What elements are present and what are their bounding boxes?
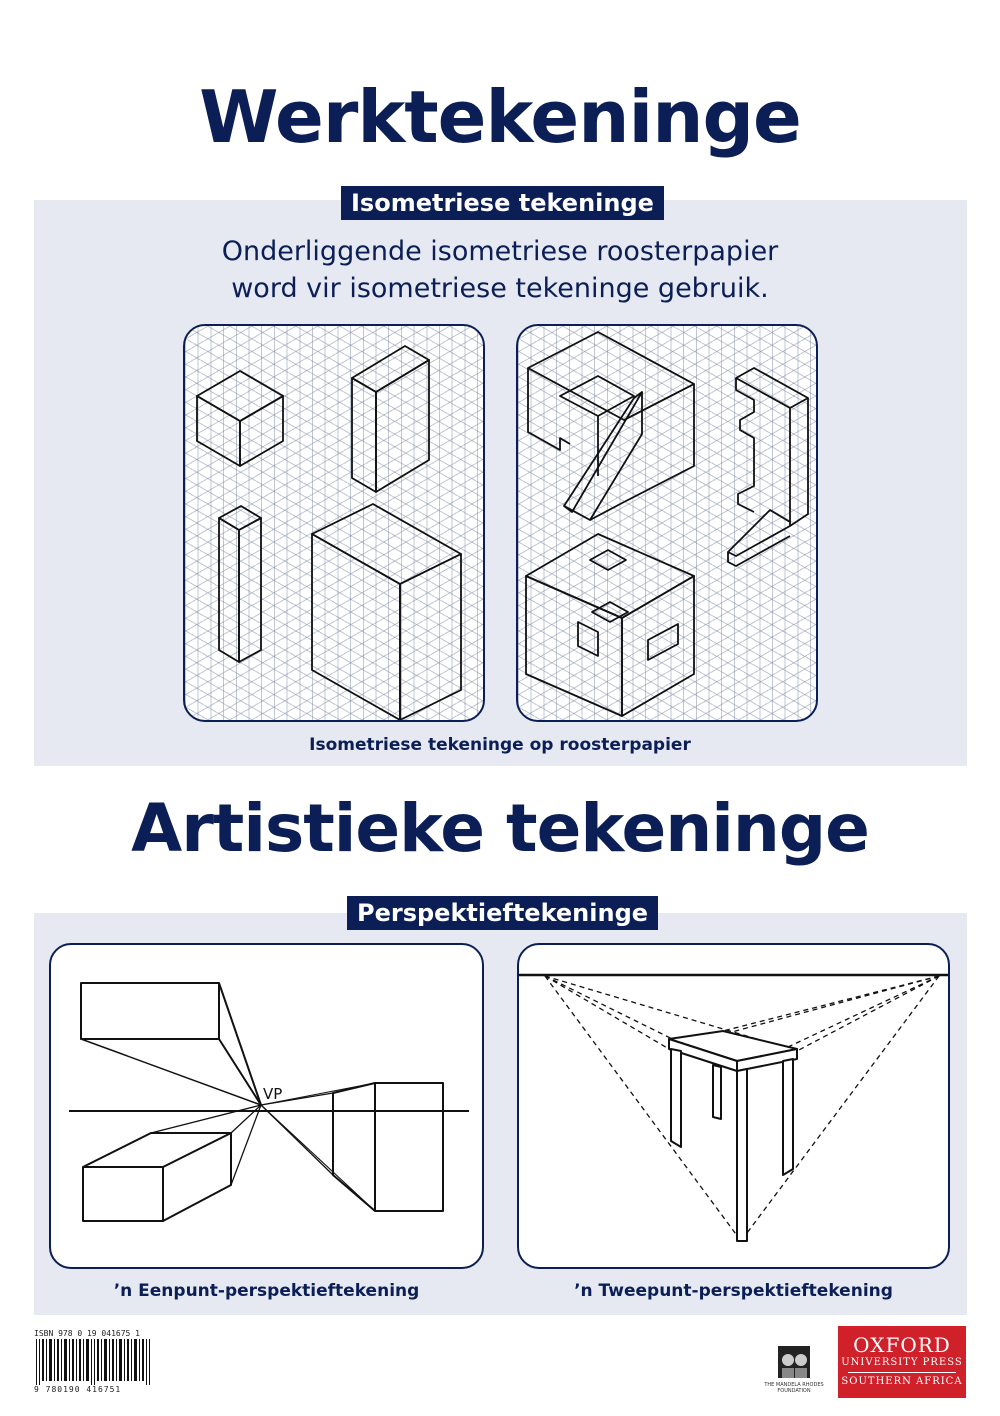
oxford-region: SOUTHERN AFRICA <box>841 1376 963 1387</box>
box-top-left-front <box>81 983 219 1039</box>
post-right <box>239 518 261 662</box>
table-leg-front-left <box>671 1049 681 1147</box>
cube-right <box>240 396 283 466</box>
isometric-card-complex-shapes <box>516 324 818 722</box>
two-point-caption: ’n Tweepunt-perspektieftekening <box>574 1281 893 1301</box>
barcode-number: 9 780190 416751 <box>34 1385 122 1394</box>
slab-right <box>376 360 429 492</box>
isbn-text: ISBN 978 0 19 041675 1 <box>34 1329 140 1338</box>
isometric-card-basic-shapes <box>183 324 485 722</box>
mandela-rhodes-text: THE MANDELA RHODES FOUNDATION <box>764 1382 824 1394</box>
cube-left <box>197 396 240 466</box>
perspective-label: Perspektieftekeninge <box>347 896 658 930</box>
vp-text: VP <box>263 1085 283 1103</box>
isometric-label: Isometriese tekeninge <box>341 186 664 220</box>
top-hole-1 <box>590 550 626 570</box>
box-top <box>312 504 461 584</box>
oxford-divider <box>848 1372 956 1373</box>
artistieke-title: Artistieke tekeninge <box>131 790 869 867</box>
description-line-2: word vir isometriese tekeninge gebruik. <box>231 273 769 304</box>
isometric-caption: Isometriese tekeninge op roosterpapier <box>309 735 691 755</box>
cube-top <box>197 371 283 421</box>
oxford-logo <box>838 1326 966 1398</box>
holed-cube-left <box>526 576 622 716</box>
holed-cube-right <box>622 576 694 716</box>
isometric-complex-drawing <box>518 326 818 722</box>
isometric-shapes-drawing <box>185 326 485 722</box>
table-leg-front <box>737 1069 747 1241</box>
oxford-press: UNIVERSITY PRESS <box>841 1357 963 1368</box>
post-top <box>219 506 261 530</box>
step-top <box>736 368 808 408</box>
barcode-icon <box>34 1339 152 1385</box>
one-point-perspective-drawing <box>51 945 484 1269</box>
one-point-caption: ’n Eenpunt-perspektieftekening <box>113 1281 420 1301</box>
isometric-description <box>0 233 1000 307</box>
oxford-name: OXFORD <box>853 1333 951 1357</box>
side-hole-right <box>648 624 678 660</box>
table-leg-right <box>783 1059 793 1175</box>
description-line-1: Onderliggende isometriese roosterpapier <box>221 236 779 267</box>
slab-left <box>352 378 376 492</box>
werktekeninge-title: Werktekeninge <box>199 75 801 159</box>
bracket-top <box>528 332 694 420</box>
two-point-perspective-drawing <box>519 945 950 1269</box>
table-leg-back <box>713 1065 721 1119</box>
two-point-perspective-card <box>517 943 950 1269</box>
box-right <box>400 554 461 720</box>
holed-cube-top <box>526 534 694 618</box>
box-bottom-left-front <box>83 1167 163 1221</box>
one-point-perspective-card <box>49 943 484 1269</box>
post-left <box>219 518 239 662</box>
box-left <box>312 534 400 720</box>
side-hole-left <box>578 622 598 656</box>
box-right-front <box>375 1083 443 1211</box>
